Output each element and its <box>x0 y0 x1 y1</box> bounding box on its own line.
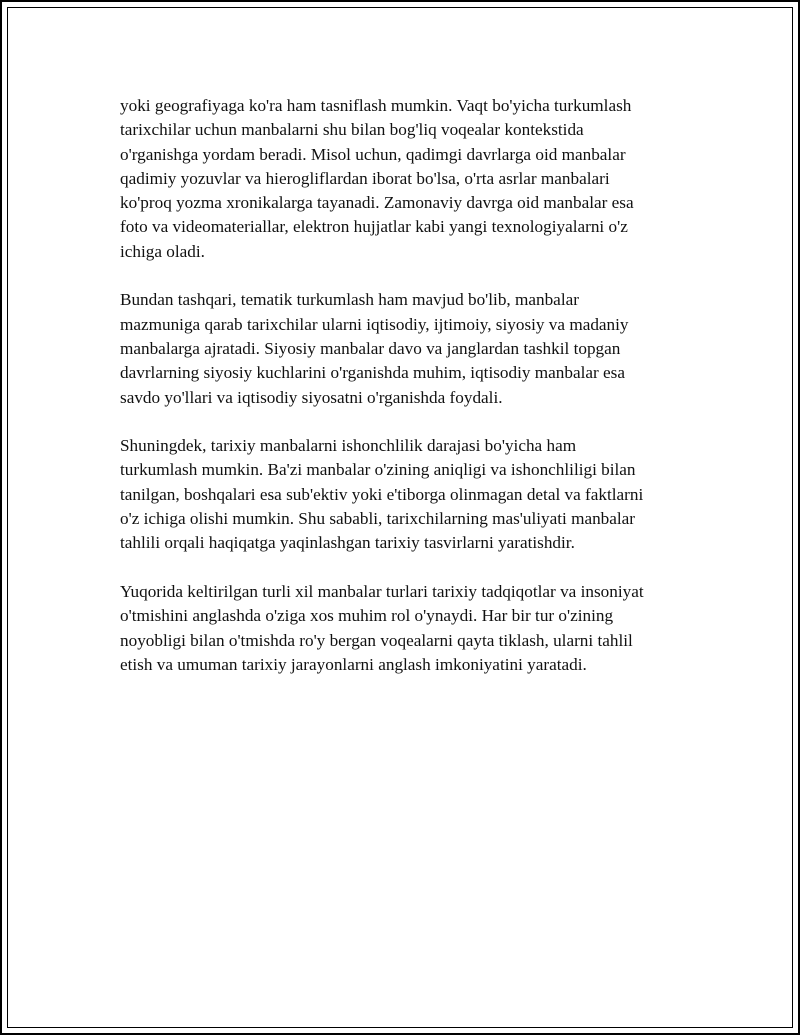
paragraph-1: yoki geografiyaga ko'ra ham tasniflash mumkin. Vaqt bo'yicha turkumlash tarixchilar uchun manbalarni shu bilan bog'liq voqealar kontekstida o'rganishga yordam beradi. Misol uchun, qadimgi davrlarga oid manbalar qadimiy yozuvlar va hierogliflardan iborat bo'lsa, o'rta asrlar manbalari ko'proq yozma xronikalarga tayanadi. Zamonaviy davrga oid manbalar esa foto va videomateriallar, elektron hujjatlar kabi yangi texnologiyalarni o'z ichiga oladi. <box>120 96 634 261</box>
paragraph-4: Yuqorida keltirilgan turli xil manbalar turlari tarixiy tadqiqotlar va insoniyat o'tmishini anglashda o'ziga xos muhim rol o'ynaydi. Har bir tur o'zining noyobligi bilan o'tmishda ro'y bergan voqealarni qayta tiklash, ularni tahlil etish va umuman tarixiy jarayonlarni anglash imkoniyatini yaratadi. <box>120 581 644 674</box>
document-body <box>120 94 700 701</box>
paragraph-2: Bundan tashqari, tematik turkumlash ham mavjud bo'lib, manbalar mazmuniga qarab tarixchilar ularni iqtisodiy, ijtimoiy, siyosiy va madaniy manbalarga ajratadi. Siyosiy manbalar davo va janglardan tashkil topgan davrlarning siyosiy kuchlarini o'rganishda muhim, iqtisodiy manbalar esa savdo yo'llari va iqtisodiy siyosatni o'rganishda foydali. <box>120 290 629 407</box>
paragraph-3: Shuningdek, tarixiy manbalarni ishonchlilik darajasi bo'yicha ham turkumlash mumkin. Ba'zi manbalar o'zining aniqligi va ishonchliligi bilan tanilgan, boshqalari esa sub'ektiv yoki e'tiborga olinmagan detal va faktlarni o'z ichiga olishi mumkin. Shu sababli, tarixchilarning mas'uliyati manbalar tahlili orqali haqiqatga yaqinlashgan tarixiy tasvirlarni yaratishdir. <box>120 436 644 553</box>
